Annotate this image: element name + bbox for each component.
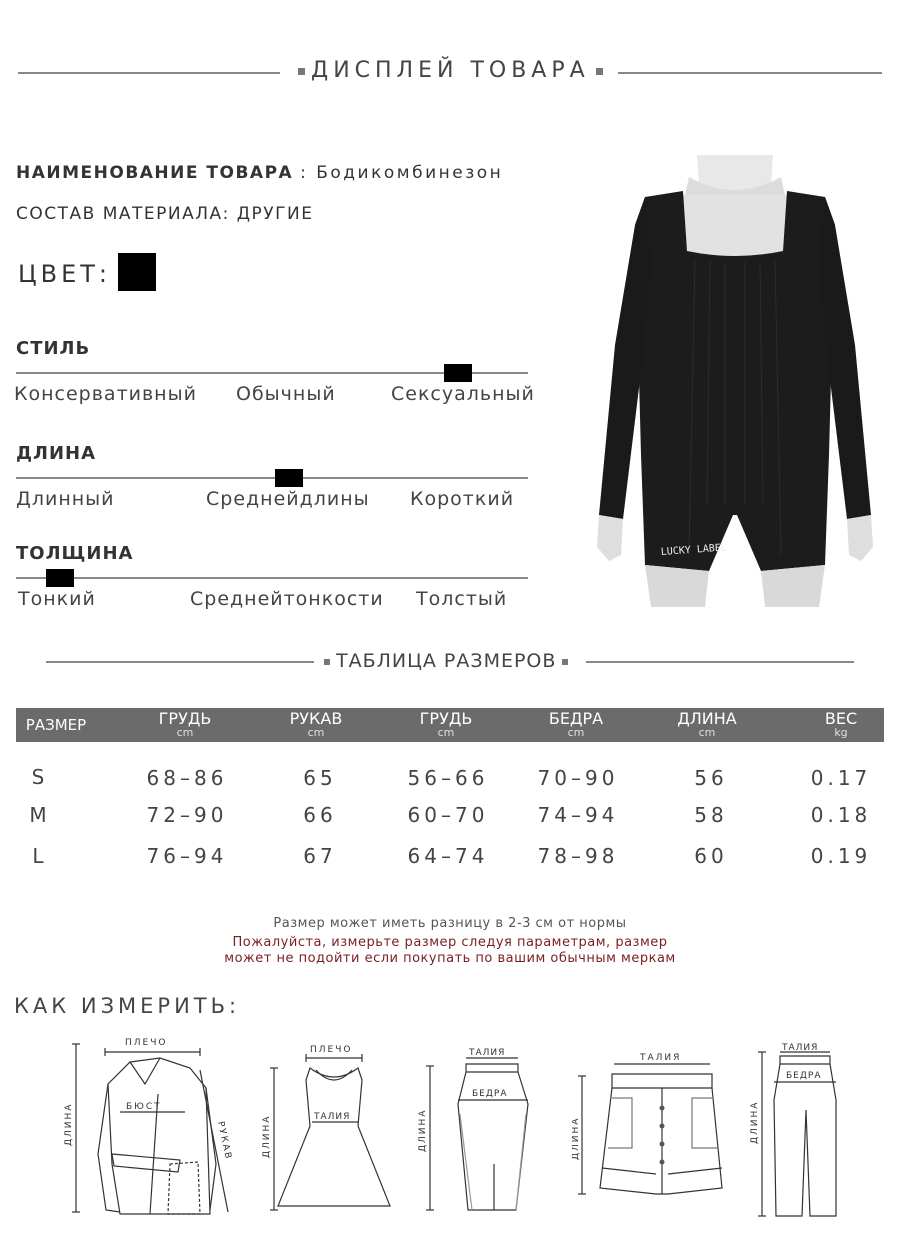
dress-length-label: ДЛИНА — [262, 1114, 272, 1158]
cell-size-s: S — [31, 765, 49, 789]
shorts-length-label: ДЛИНА — [572, 1116, 581, 1160]
print-text: LUCKY LABEL — [660, 542, 728, 558]
col-hips: БЕДРА cm — [548, 709, 604, 739]
header-rule-left — [18, 72, 280, 74]
product-material-label: СОСТАВ МАТЕРИАЛА — [16, 204, 223, 224]
pants-diagram — [748, 1040, 868, 1222]
style-option-casual: Обычный — [236, 383, 336, 405]
shorts-diagram — [572, 1048, 742, 1198]
cell-chest2-l: 64–74 — [407, 844, 489, 868]
romper-illustration — [585, 155, 885, 607]
cell-chest-m: 72–90 — [146, 803, 228, 827]
length-scale-title: ДЛИНА — [16, 443, 97, 464]
style-option-sexy: Сексуальный — [391, 383, 535, 405]
cell-length-s: 56 — [694, 766, 728, 790]
col-chest: ГРУДЬ cm — [158, 709, 212, 739]
skirt-hips-label: БЕДРА — [472, 1089, 508, 1099]
cell-sleeve-s: 65 — [303, 766, 337, 790]
cell-length-l: 60 — [694, 844, 728, 868]
cell-size-l: L — [32, 844, 48, 868]
color-label: ЦВЕТ: — [18, 260, 112, 288]
product-material-value: : ДРУГИЕ — [222, 204, 314, 224]
dress-waist-label: ТАЛИЯ — [314, 1112, 351, 1122]
size-warning-line2: может не подойти если покупать по вашим обычным меркам — [224, 951, 676, 966]
cell-length-m: 58 — [694, 803, 728, 827]
thickness-option-thin: Тонкий — [18, 588, 96, 610]
thickness-scale-title: ТОЛЩИНА — [16, 543, 134, 564]
skirt-waist-label: ТАЛИЯ — [469, 1048, 506, 1058]
length-scale-marker — [275, 469, 303, 487]
product-name — [16, 163, 503, 183]
cell-chest-l: 76–94 — [146, 844, 228, 868]
shorts-waist-label: ТАЛИЯ — [640, 1053, 682, 1063]
cell-hips-l: 78–98 — [537, 844, 619, 868]
thickness-scale-marker — [46, 569, 74, 587]
cell-weight-m: 0.18 — [810, 803, 872, 827]
pants-hips-label: БЕДРА — [786, 1071, 822, 1081]
length-option-short: Короткий — [410, 488, 515, 510]
display-header — [292, 58, 609, 83]
style-scale-title: СТИЛЬ — [16, 338, 91, 359]
cell-hips-m: 74–94 — [537, 803, 619, 827]
length-option-long: Длинный — [16, 488, 115, 510]
cell-sleeve-m: 66 — [303, 803, 337, 827]
thickness-option-thick: Толстый — [416, 588, 508, 610]
jacket-length-label: ДЛИНА — [64, 1102, 74, 1146]
how-to-measure-title: КАК ИЗМЕРИТЬ: — [14, 994, 241, 1018]
product-name-label: НАИМЕНОВАНИЕ ТОВАРА — [16, 163, 294, 183]
jacket-shoulder-label: ПЛЕЧО — [125, 1038, 168, 1048]
cell-chest-s: 68–86 — [146, 766, 228, 790]
length-scale-track — [16, 477, 528, 479]
length-option-medium: Среднейдлины — [206, 488, 370, 510]
skirt-diagram — [414, 1044, 544, 1220]
col-chest-2: ГРУДЬ cm — [419, 709, 473, 739]
col-size: РАЗМЕР — [25, 716, 87, 734]
thickness-option-medium: Среднейтонкости — [190, 588, 384, 610]
col-weight: ВЕС kg — [824, 709, 858, 739]
thickness-scale-track — [16, 577, 528, 579]
cell-size-m: M — [29, 803, 51, 827]
cell-weight-l: 0.19 — [810, 844, 872, 868]
size-table-header — [318, 650, 574, 672]
jacket-bust-label: БЮСТ — [126, 1102, 162, 1112]
bullet-icon — [298, 68, 305, 75]
pants-length-label: ДЛИНА — [750, 1100, 760, 1144]
color-swatch[interactable] — [118, 253, 156, 291]
product-photo — [585, 155, 885, 607]
jacket-sleeve-label: РУКАВ — [215, 1120, 234, 1162]
col-length: ДЛИНА cm — [677, 709, 737, 739]
display-header-text: ДИСПЛЕЙ ТОВАРА — [311, 58, 590, 83]
size-header-rule-right — [586, 661, 854, 663]
size-table-header-text: ТАБЛИЦА РАЗМЕРОВ — [336, 650, 557, 672]
dress-shoulder-label: ПЛЕЧО — [310, 1045, 353, 1055]
bullet-icon — [596, 68, 603, 75]
product-material — [16, 204, 314, 224]
cell-weight-s: 0.17 — [810, 766, 872, 790]
size-header-rule-left — [46, 661, 314, 663]
bullet-icon — [324, 659, 330, 665]
skirt-length-label: ДЛИНА — [418, 1108, 428, 1152]
style-scale-marker — [444, 364, 472, 382]
jacket-diagram — [60, 1034, 240, 1220]
size-warning-line1: Пожалуйста, измерьте размер следуя параметрам, размер — [232, 935, 668, 950]
col-sleeve: РУКАВ cm — [289, 709, 343, 739]
dress-diagram — [258, 1040, 408, 1220]
cell-sleeve-l: 67 — [303, 844, 337, 868]
cell-hips-s: 70–90 — [537, 766, 619, 790]
cell-chest2-m: 60–70 — [407, 803, 489, 827]
bullet-icon — [562, 659, 568, 665]
size-note: Размер может иметь разницу в 2-3 см от нормы — [273, 916, 627, 931]
product-name-value: : Бодикомбинезон — [300, 163, 504, 183]
header-rule-right — [618, 72, 882, 74]
cell-chest2-s: 56–66 — [407, 766, 489, 790]
pants-waist-label: ТАЛИЯ — [782, 1043, 819, 1053]
style-option-conservative: Консервативный — [14, 383, 197, 405]
